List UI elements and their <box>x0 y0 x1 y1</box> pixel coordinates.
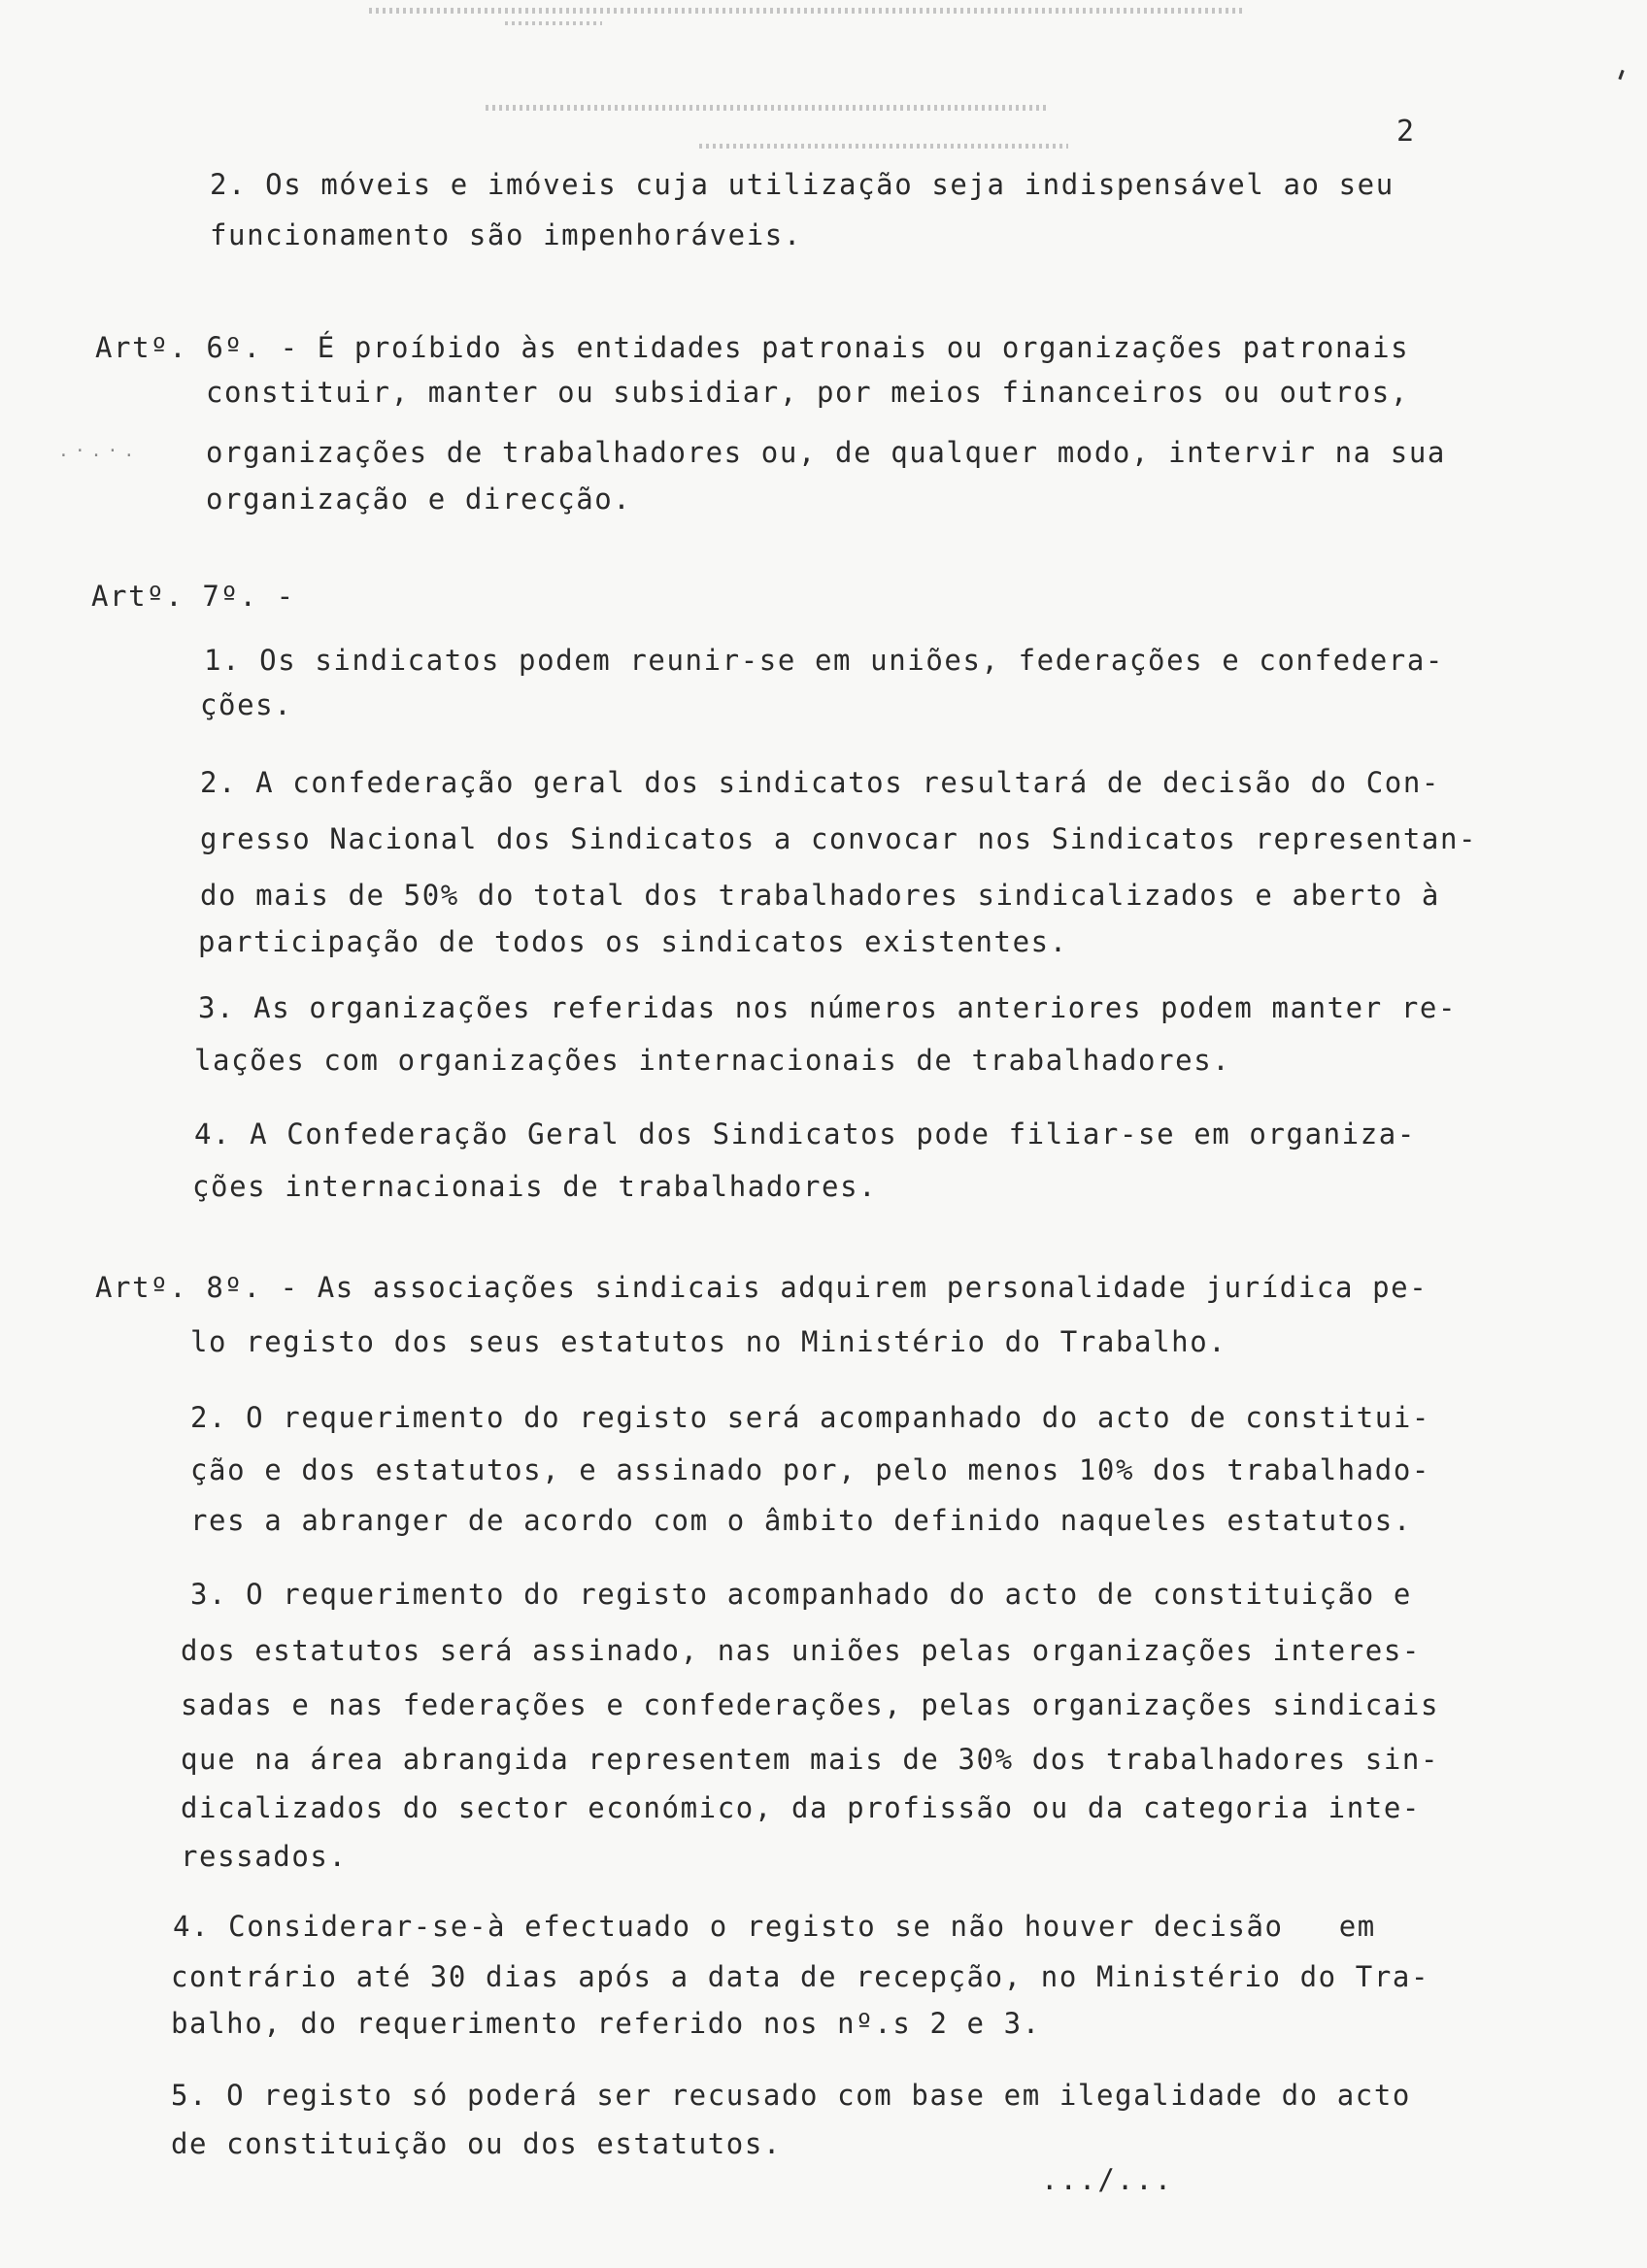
text-line: funcionamento são impenhoráveis. <box>210 218 802 251</box>
text-line: res a abranger de acordo com o âmbito definido naqueles estatutos. <box>190 1504 1412 1537</box>
text-line: de constituição ou dos estatutos. <box>171 2127 782 2160</box>
scan-noise-header <box>486 105 1049 111</box>
scan-noise-top <box>369 8 1243 14</box>
text-line: 4. A Confederação Geral dos Sindicatos pode filiar-se em organiza- <box>194 1117 1416 1151</box>
scan-noise-top-2 <box>505 21 602 25</box>
text-line: contrário até 30 dias após a data de recepção, no Ministério do Tra- <box>171 1960 1430 1993</box>
text-line: 3. O requerimento do registo acompanhado do acto de constituição e <box>190 1578 1412 1611</box>
article-7-heading: Artº. 7º. - <box>91 580 295 613</box>
text-line: 4. Considerar-se-à efectuado o registo se não houver decisão em <box>173 1910 1376 1943</box>
text-line: dos estatutos será assinado, nas uniões pelas organizações interes- <box>181 1634 1421 1667</box>
text-line: organizações de trabalhadores ou, de qualquer modo, intervir na sua <box>206 436 1446 469</box>
text-line: 1. Os sindicatos podem reunir-se em uniões, federações e confedera- <box>204 644 1444 677</box>
text-line: ções. <box>200 688 293 721</box>
continuation-mark: .../... <box>1041 2163 1174 2196</box>
article-6-line: Artº. 6º. - É proíbido às entidades patronais ou organizações patronais <box>95 331 1410 364</box>
text-line: ção e dos estatutos, e assinado por, pelo menos 10% dos trabalhado- <box>190 1453 1430 1486</box>
text-line: ressados. <box>181 1840 348 1873</box>
text-line: gresso Nacional dos Sindicatos a convocar nos Sindicatos representan- <box>200 822 1478 855</box>
text-line: 5. O registo só poderá ser recusado com base em ilegalidade do acto <box>171 2079 1411 2112</box>
article-8-line: Artº. 8º. - As associações sindicais adquirem personalidade jurídica pe- <box>95 1271 1429 1304</box>
text-line: dicalizados do sector económico, da profissão ou da categoria inte- <box>181 1791 1421 1824</box>
text-line: lações com organizações internacionais de trabalhadores. <box>194 1044 1231 1077</box>
text-line: sadas e nas federações e confederações, pelas organizações sindicais <box>181 1688 1440 1721</box>
scan-edge-mark <box>1618 70 1624 80</box>
text-line: 2. A confederação geral dos sindicatos resultará de decisão do Con- <box>200 766 1440 799</box>
text-line: balho, do requerimento referido nos nº.s 2 e 3. <box>171 2007 1041 2040</box>
text-line: 2. Os móveis e imóveis cuja utilização seja indispensável ao seu <box>210 168 1395 201</box>
text-line: participação de todos os sindicatos existentes. <box>198 925 1068 958</box>
text-line: que na área abrangida representem mais de 30% dos trabalhadores sin- <box>181 1743 1440 1776</box>
text-line: organização e direcção. <box>206 483 632 516</box>
text-line: 3. As organizações referidas nos números anteriores podem manter re- <box>198 991 1458 1024</box>
text-line: constituir, manter ou subsidiar, por meios financeiros ou outros, <box>206 376 1409 409</box>
text-line: lo registo dos seus estatutos no Ministério do Trabalho. <box>190 1325 1227 1358</box>
page-number: 2 <box>1396 115 1415 149</box>
text-line: ções internacionais de trabalhadores. <box>192 1170 878 1203</box>
text-line: 2. O requerimento do registo será acompanhado do acto de constitui- <box>190 1401 1430 1434</box>
margin-noise: .·.·. <box>58 441 141 461</box>
scan-noise-header-2 <box>699 144 1068 149</box>
text-line: do mais de 50% do total dos trabalhadores sindicalizados e aberto à <box>200 879 1440 912</box>
